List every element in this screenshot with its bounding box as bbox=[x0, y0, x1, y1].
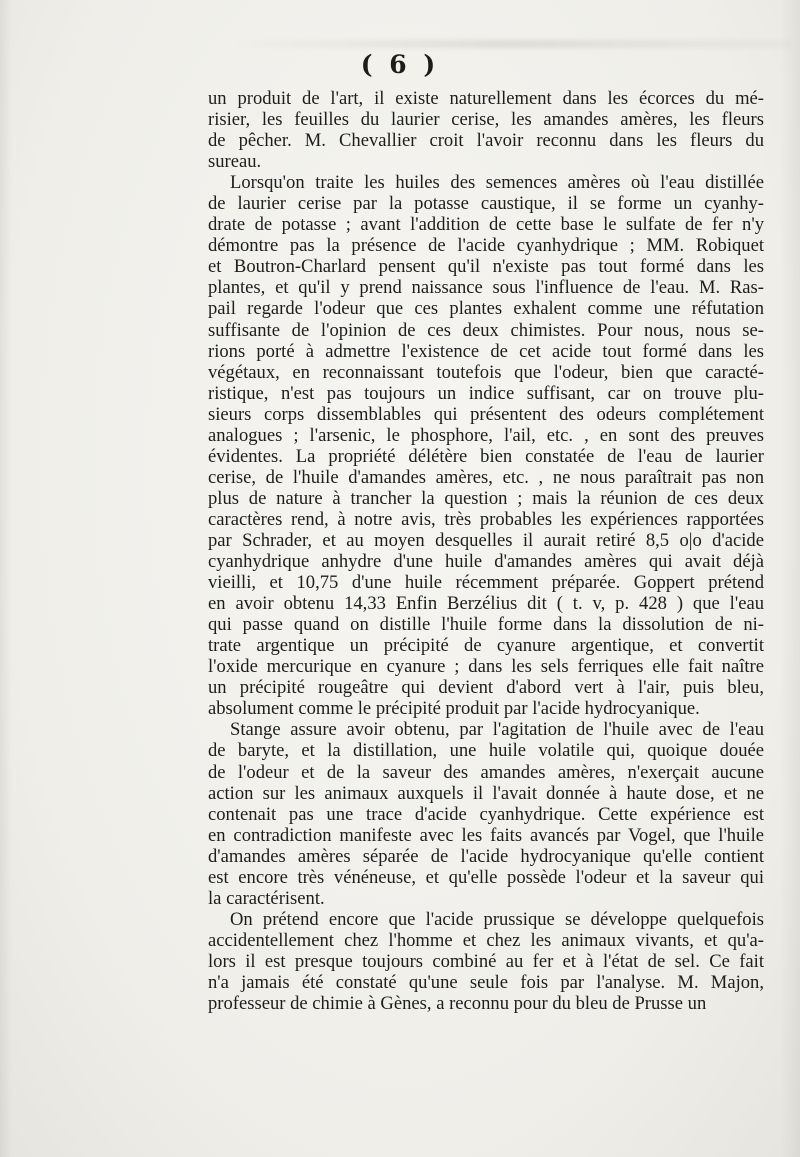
text-line: ristique, n'est pas toujours un indice suffisant, car on trouve plu- bbox=[208, 382, 764, 404]
text-line: trate argentique un précipité de cyanure argentique, et convertit bbox=[208, 635, 764, 657]
text-line: lors il est presque toujours combiné au fer et à l'état de sel. Ce fait bbox=[208, 950, 764, 972]
text-line: absolument comme le précipité produit par l'acide hydrocyanique. bbox=[208, 698, 700, 720]
text-line: vieilli, et 10,75 d'une huile récemment préparée. Goppert prétend bbox=[208, 572, 764, 594]
paragraph bbox=[208, 719, 764, 908]
text-line: végétaux, en reconnaissant toutefois que l'odeur, bien que caracté- bbox=[208, 361, 764, 383]
text-line: n'a jamais été constaté qu'une seule fois par l'analyse. M. Majon, bbox=[208, 971, 764, 993]
page-edge-shadow-left bbox=[0, 0, 12, 1157]
paragraph bbox=[208, 88, 764, 172]
text-line: un produit de l'art, il existe naturellement dans les écorces du mé- bbox=[208, 88, 764, 109]
text-line: qui passe quand on distille l'huile forme dans la dissolution de ni- bbox=[208, 614, 764, 636]
text-line: drate de potasse ; avant l'addition de cette base le sulfate de fer n'y bbox=[208, 214, 764, 236]
paragraph bbox=[208, 172, 764, 719]
text-line: contenait pas une trace d'acide cyanhydrique. Cette expérience est bbox=[208, 803, 764, 825]
text-line: caractères rend, à notre avis, très probables les expériences rapportées bbox=[208, 508, 764, 530]
text-line: de laurier cerise par la potasse caustique, il se forme un cyanhy- bbox=[208, 193, 764, 215]
text-line: en avoir obtenu 14,33 Enfin Berzélius dit ( t. v, p. 428 ) que l'eau bbox=[208, 593, 764, 615]
text-line: d'amandes amères séparée de l'acide hydrocyanique qu'elle contient bbox=[208, 845, 764, 867]
text-line: Lorsqu'on traite les huiles des semences amères où l'eau distillée bbox=[230, 172, 764, 194]
text-line: et Boutron-Charlard pensent qu'il n'existe pas tout formé dans les bbox=[208, 256, 764, 278]
text-line: par Schrader, et au moyen desquelles il aurait retiré 8,5 o|o d'acide bbox=[208, 529, 764, 551]
text-line: Stange assure avoir obtenu, par l'agitation de l'huile avec de l'eau bbox=[230, 719, 764, 741]
text-line: suffisante de l'opinion de ces deux chimistes. Pour nous, nous se- bbox=[208, 319, 764, 341]
text-line: action sur les animaux auxquels il l'avait donnée à haute dose, et ne bbox=[208, 782, 764, 804]
text-line: un précipité rougeâtre qui devient d'abord vert à l'air, puis bleu, bbox=[208, 677, 764, 699]
text-line: est encore très vénéneuse, et qu'elle possède l'odeur et la saveur qui bbox=[208, 866, 764, 888]
text-line: rions porté à admettre l'existence de cet acide tout formé dans les bbox=[208, 340, 764, 362]
text-line: plus de nature à trancher la question ; mais la réunion de ces deux bbox=[208, 487, 764, 509]
page-number: ( 6 ) bbox=[360, 50, 440, 79]
body-text bbox=[208, 88, 764, 1014]
text-line: accidentellement chez l'homme et chez les animaux vivants, et qu'a- bbox=[208, 929, 764, 951]
text-line: pail regarde l'odeur que ces plantes exhalent comme une réfutation bbox=[208, 298, 764, 320]
text-line: sureau. bbox=[208, 151, 262, 173]
text-line: cerise, de l'huile d'amandes amères, etc. , ne nous paraîtrait pas non bbox=[208, 466, 764, 488]
paragraph bbox=[208, 909, 764, 1014]
page-header bbox=[0, 50, 800, 79]
text-line: plantes, et qu'il y prend naissance sous l'influence de l'eau. M. Ras- bbox=[208, 277, 764, 299]
text-line: risier, les feuilles du laurier cerise, les amandes amères, les fleurs bbox=[208, 109, 764, 131]
text-line: de pêcher. M. Chevallier croit l'avoir reconnu dans les fleurs du bbox=[208, 130, 764, 152]
text-line: cyanhydrique anhydre d'une huile d'amandes amères qui avait déjà bbox=[208, 551, 764, 573]
text-line: l'oxide mercurique en cyanure ; dans les sels ferriques elle fait naître bbox=[208, 656, 764, 678]
page-edge-shadow-right bbox=[780, 0, 800, 1157]
text-line: évidentes. La propriété délétère bien constatée de l'eau de laurier bbox=[208, 445, 764, 467]
text-line: la caractérisent. bbox=[208, 887, 325, 909]
text-line: de baryte, et la distillation, une huile volatile qui, quoique douée bbox=[208, 740, 764, 762]
text-line: en contradiction manifeste avec les faits avancés par Vogel, que l'huile bbox=[208, 824, 764, 846]
text-line: On prétend encore que l'acide prussique se développe quelquefois bbox=[230, 908, 764, 930]
text-line: démontre pas la présence de l'acide cyanhydrique ; MM. Robiquet bbox=[208, 235, 764, 257]
text-line: analogues ; l'arsenic, le phosphore, l'ail, etc. , en sont des preuves bbox=[208, 424, 764, 446]
page-smudge bbox=[230, 40, 790, 48]
text-line: sieurs corps dissemblables qui présentent des odeurs complétement bbox=[208, 403, 764, 425]
text-line: professeur de chimie à Gènes, a reconnu pour du bleu de Prusse un bbox=[208, 993, 707, 1015]
text-line: de l'odeur et de la saveur des amandes amères, n'exerçait aucune bbox=[208, 761, 764, 783]
